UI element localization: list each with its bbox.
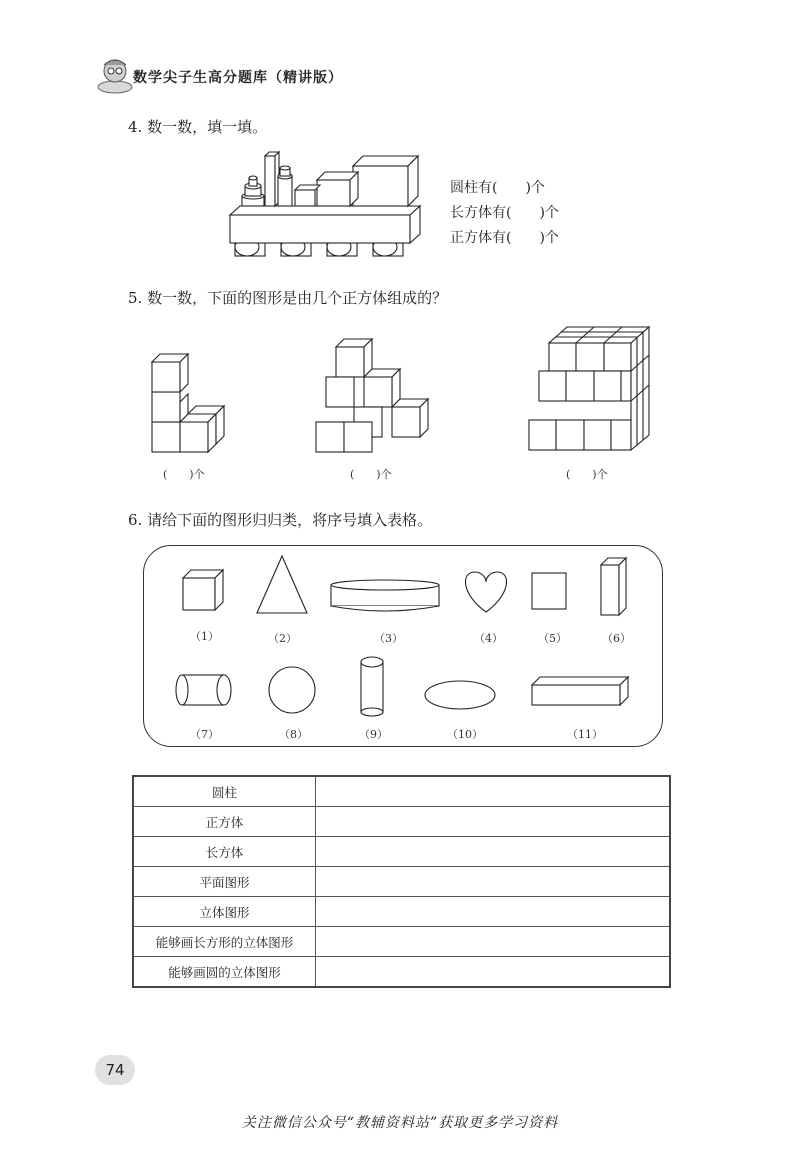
answer-cell[interactable] [316,776,671,807]
shape-3-flat-cylinder [331,580,439,611]
shape-label: （8） [279,728,308,741]
answer-cell[interactable] [316,837,671,867]
shape-label: （7） [190,728,219,741]
row-label: 能够画长方形的立体图形 [133,927,316,957]
q4-cylinder-count[interactable]: 圆柱有( )个 [450,180,545,196]
q4-cuboid-count[interactable]: 长方体有( )个 [450,205,559,221]
table-row [133,957,670,988]
q5-blank-b[interactable]: ( )个 [350,468,392,481]
classification-table [132,775,671,988]
table-row [133,897,670,927]
shape-label: （4） [474,632,503,645]
answer-cell[interactable] [316,957,671,988]
shape-9-cylinder [361,657,383,716]
q5-blank-c[interactable]: ( )个 [566,468,608,481]
answer-cell[interactable] [316,807,671,837]
shape-label: （6） [602,632,631,645]
table-row [133,927,670,957]
shape-10-ellipse [425,681,495,709]
page-number: 74 [95,1055,135,1085]
row-label: 立体图形 [133,897,316,927]
q6-title: 6. 请给下面的图形归归类，将序号填入表格。 [128,511,433,529]
shape-1-cube [183,570,223,610]
answer-cell[interactable] [316,927,671,957]
header-title: 数学尖子生高分题库（精讲版） [133,70,343,86]
answer-cell[interactable] [316,897,671,927]
table-row [133,776,670,807]
shape-7-cylinder [176,675,231,705]
shape-8-circle [269,667,315,713]
shape-label: （9） [359,728,388,741]
shape-11-long-cuboid [532,677,628,705]
shape-label: （3） [374,632,403,645]
shape-label: （11） [567,728,603,741]
answer-cell[interactable] [316,867,671,897]
q4-title: 4. 数一数，填一填。 [128,118,268,136]
shape-2-triangle [257,556,307,613]
q5-blank-a[interactable]: ( )个 [163,468,205,481]
q5-title: 5. 数一数，下面的图形是由几个正方体组成的？ [128,289,448,307]
row-label: 圆柱 [133,776,316,807]
row-label: 长方体 [133,837,316,867]
row-label: 能够画圆的立体图形 [133,957,316,988]
shape-label: （5） [538,632,567,645]
table-row [133,837,670,867]
shape-5-square [532,573,566,609]
shape-6-tall-cuboid [601,558,626,615]
table-row [133,807,670,837]
row-label: 正方体 [133,807,316,837]
shape-label: （2） [268,632,297,645]
q4-cube-count[interactable]: 正方体有( )个 [450,230,559,246]
row-label: 平面图形 [133,867,316,897]
shape-label: （1） [190,630,219,643]
footer-note: 关注微信公众号“教辅资料站”获取更多学习资料 [241,1115,559,1131]
shape-label: （10） [447,728,483,741]
shape-4-heart [465,572,506,612]
table-row [133,867,670,897]
